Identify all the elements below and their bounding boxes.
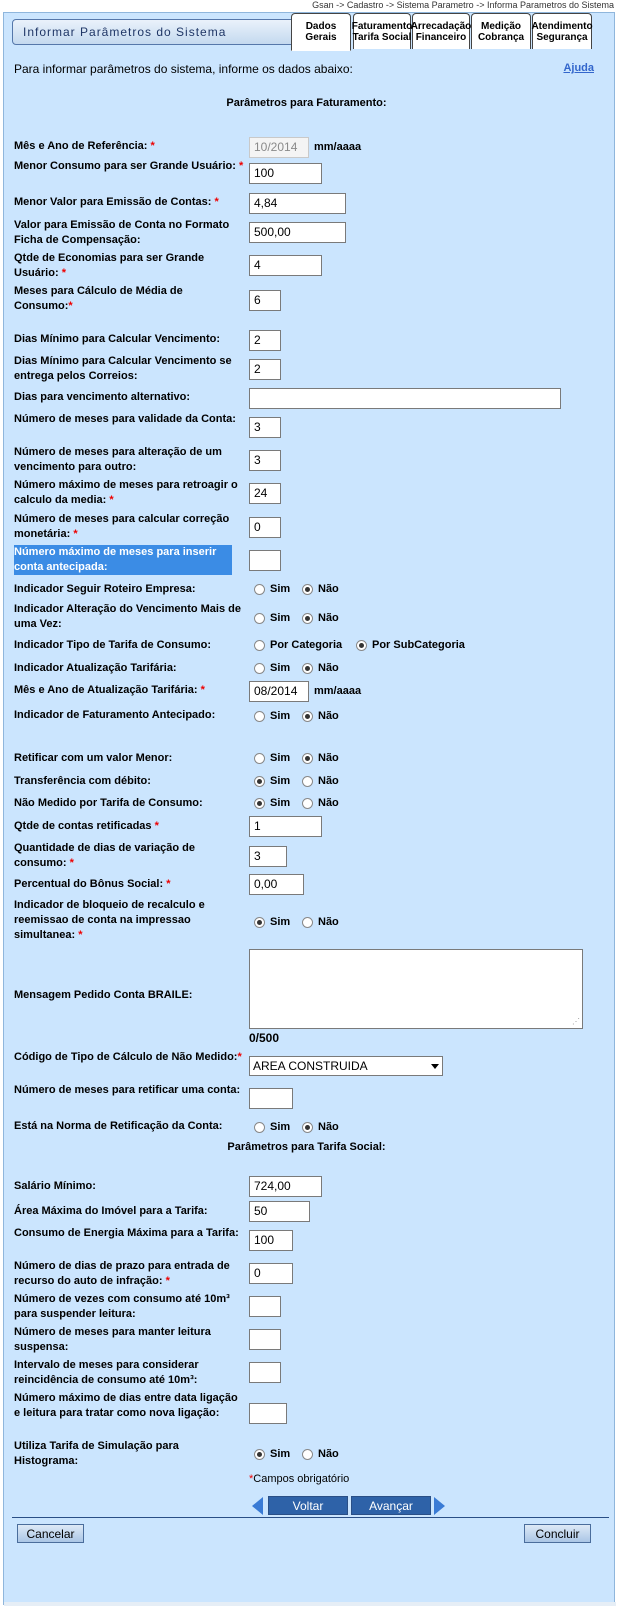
cancelar-button[interactable]: Cancelar bbox=[17, 1524, 84, 1543]
consumo-energia-input[interactable]: 100 bbox=[249, 1230, 293, 1251]
tarifa-simulacao-nao-radio[interactable]: Não bbox=[302, 1448, 339, 1460]
tarifa-simulacao-sim-radio[interactable]: Sim bbox=[254, 1448, 290, 1460]
section-faturamento: Parâmetros para Faturamento: bbox=[226, 97, 387, 109]
area-maxima-input[interactable]: 50 bbox=[249, 1201, 310, 1222]
bloqueio-sim-radio[interactable]: Sim bbox=[254, 916, 290, 928]
tab-dados-gerais[interactable]: Dados Gerais bbox=[291, 13, 351, 51]
nao-medido-nao-radio[interactable]: Não bbox=[302, 797, 339, 809]
meses-validade-input[interactable]: 3 bbox=[249, 417, 281, 438]
tab-faturamento-tarifa-social[interactable]: Faturamento Tarifa Social bbox=[353, 13, 411, 49]
mensagem-braile-textarea[interactable] bbox=[249, 949, 583, 1029]
roteiro-sim-radio[interactable]: Sim bbox=[254, 583, 290, 595]
nao-medido-sim-radio[interactable]: Sim bbox=[254, 797, 290, 809]
frame-shadow bbox=[4, 1602, 616, 1606]
dias-minimo-vencimento-input[interactable]: 2 bbox=[249, 330, 281, 351]
dias-prazo-input[interactable]: 0 bbox=[249, 1263, 293, 1284]
meses-media-input[interactable]: 6 bbox=[249, 290, 281, 311]
voltar-button[interactable]: Voltar bbox=[268, 1496, 348, 1515]
atualizacao-nao-radio[interactable]: Não bbox=[302, 662, 339, 674]
faturamento-antecipado-sim-radio[interactable]: Sim bbox=[254, 710, 290, 722]
qtde-retificadas-input[interactable]: 1 bbox=[249, 816, 322, 837]
intro-text: Para informar parâmetros do sistema, informe os dados abaixo: bbox=[14, 62, 353, 76]
retificar-menor-sim-radio[interactable]: Sim bbox=[254, 752, 290, 764]
page-title: Informar Parâmetros do Sistema bbox=[23, 25, 227, 39]
char-counter: 0/500 bbox=[249, 1031, 280, 1045]
help-link[interactable]: Ajuda bbox=[563, 62, 594, 74]
chevron-down-icon bbox=[431, 1064, 439, 1069]
dias-ligacao-input[interactable] bbox=[249, 1403, 287, 1424]
unit-label: mm/aaaa bbox=[314, 141, 362, 153]
page-title-bar bbox=[12, 19, 297, 45]
percentual-bonus-input[interactable]: 0,00 bbox=[249, 874, 304, 895]
tab-arrecadacao-financeiro[interactable]: Arrecadação Financeiro bbox=[412, 13, 470, 49]
resize-grip-icon[interactable]: ⋰ bbox=[572, 1017, 580, 1026]
qtde-economias-input[interactable]: 4 bbox=[249, 255, 322, 276]
meses-antecipada-input[interactable] bbox=[249, 550, 281, 571]
codigo-calculo-select[interactable]: AREA CONSTRUIDA bbox=[249, 1056, 443, 1076]
menor-consumo-input[interactable]: 100 bbox=[249, 163, 322, 184]
tab-medicao-cobranca[interactable]: Medição Cobrança bbox=[471, 13, 531, 49]
valor-ficha-input[interactable]: 500,00 bbox=[249, 222, 346, 243]
norma-sim-radio[interactable]: Sim bbox=[254, 1121, 290, 1133]
roteiro-nao-radio[interactable]: Não bbox=[302, 583, 339, 595]
intervalo-meses-input[interactable] bbox=[249, 1362, 281, 1383]
mes-ano-atualizacao-input[interactable]: 08/2014 bbox=[249, 681, 309, 702]
transferencia-nao-radio[interactable]: Não bbox=[302, 775, 339, 787]
required-note: *Campos obrigatório bbox=[249, 1473, 350, 1485]
unit-label: mm/aaaa bbox=[314, 685, 362, 697]
dias-variacao-input[interactable]: 3 bbox=[249, 846, 287, 867]
norma-nao-radio[interactable]: Não bbox=[302, 1121, 339, 1133]
arrow-left-icon[interactable] bbox=[252, 1497, 263, 1515]
meses-retificar-input[interactable] bbox=[249, 1088, 293, 1109]
meses-correcao-input[interactable]: 0 bbox=[249, 517, 281, 538]
meses-retroagir-input[interactable]: 24 bbox=[249, 483, 281, 504]
alteracao-vencimento-sim-radio[interactable]: Sim bbox=[254, 612, 290, 624]
arrow-right-icon[interactable] bbox=[434, 1497, 445, 1515]
dias-vencimento-alternativo-input[interactable] bbox=[249, 388, 561, 409]
section-tarifa-social: Parâmetros para Tarifa Social: bbox=[227, 1141, 386, 1153]
alteracao-vencimento-nao-radio[interactable]: Não bbox=[302, 612, 339, 624]
por-subcategoria-radio[interactable]: Por SubCategoria bbox=[356, 639, 465, 651]
divider bbox=[12, 1517, 609, 1518]
por-categoria-radio[interactable]: Por Categoria bbox=[254, 639, 342, 651]
transferencia-sim-radio[interactable]: Sim bbox=[254, 775, 290, 787]
concluir-button[interactable]: Concluir bbox=[524, 1524, 591, 1543]
avancar-button[interactable]: Avançar bbox=[351, 1496, 431, 1515]
dias-minimo-correios-input[interactable]: 2 bbox=[249, 359, 281, 380]
bloqueio-nao-radio[interactable]: Não bbox=[302, 916, 339, 928]
salario-minimo-input[interactable]: 724,00 bbox=[249, 1176, 322, 1197]
tab-atendimento-seguranca[interactable]: Atendimento Segurança bbox=[532, 13, 592, 49]
atualizacao-sim-radio[interactable]: Sim bbox=[254, 662, 290, 674]
faturamento-antecipado-nao-radio[interactable]: Não bbox=[302, 710, 339, 722]
meses-suspensa-input[interactable] bbox=[249, 1329, 281, 1350]
mes-ano-referencia-input: 10/2014 bbox=[249, 137, 309, 158]
main-panel: Informar Parâmetros do Sistema Dados Gerais Faturamento Tarifa Social Arrecadação Financeiro Medição Cobrança Atendimento Segurança Para informar parâmetros do sistema, informe os dados abaixo: Ajuda Parâmetros para Faturamento: Mês e Ano de Referência: * 10/2014 mm/aaaa Menor Consumo para ser Grande Usuário: * 100 Menor Valor para Emissão de Contas: * 4,84 Valor para Emissão de Conta no Formato Ficha de Compensação: 500,00 Qtde de Economias para ser Grande Usuário: * 4 Meses para Cálculo de Média de Consumo:* 6 Dias Mínimo para Calcular Vencimento: 2 Dias Mínimo para Calcular Vencimento se entrega pelos Correios: 2 Dias para vencimento alternativo: Número de meses para validade da Conta: 3 Número de meses para alteração de um vencimento para outro: 3 Número máximo de meses para retroagir o calculo da media: * 24 Número de meses para calcular correção monetária: * 0 Número máximo de meses para inserir conta antecipada: Indicador Seguir Roteiro Empresa: Sim Não Indicador Alteração do Vencimento Mais de uma Vez: Sim Não Indicador Tipo de Tarifa de Consumo: Por Categoria Por SubCategoria Indicador Atualização Tarifária: Sim Não Mês e Ano de Atualização Tarifária: * 08/2014 mm/aaaa Indicador de Faturamento Antecipado: Sim Não Retificar com um valor Menor: Sim Não Transferência com débito: Sim Não Não Medido por Tarifa de Consumo: Sim Não Qtde de contas retificadas * 1 Quantidade de dias de variação de consumo: * 3 Percentual do Bônus Social: * 0,00 Indicador de bloqueio de recalculo e reemissao de conta na impressao simultanea: * Sim Não Mensagem Pedido Conta BRAILE: ⋰ 0/500 Código de Tipo de Cálculo de Não Medido:* AREA CONSTRUIDA Número de meses para retificar uma conta: Está na Norma de Retificação da Conta: Sim Não Parâmetros para Tarifa Social: Salário Mínimo: 724,00 Área Máxima do Imóvel para a Tarifa: 50 Consumo de Energia Máxima para a Tarifa: 100 Número de dias de prazo para entrada de recurso do auto de infração: * 0 Número de vezes com consumo até 10m³ para suspender leitura: Número de meses para manter leitura suspensa: Intervalo de meses para considerar reincidência de consumo até 10m³: Número máximo de dias entre data ligação e leitura para tratar como nova ligação: Utiliza Tarifa de Simulação para Histograma: Sim Não *Campos obrigatório Voltar Avançar Cancelar Concluir bbox=[3, 12, 615, 1605]
menor-valor-input[interactable]: 4,84 bbox=[249, 193, 346, 214]
breadcrumb: Gsan -> Cadastro -> Sistema Parametro -> Informa Parametros do Sistema bbox=[312, 0, 614, 10]
vezes-consumo-input[interactable] bbox=[249, 1296, 281, 1317]
retificar-menor-nao-radio[interactable]: Não bbox=[302, 752, 339, 764]
meses-alteracao-input[interactable]: 3 bbox=[249, 450, 281, 471]
